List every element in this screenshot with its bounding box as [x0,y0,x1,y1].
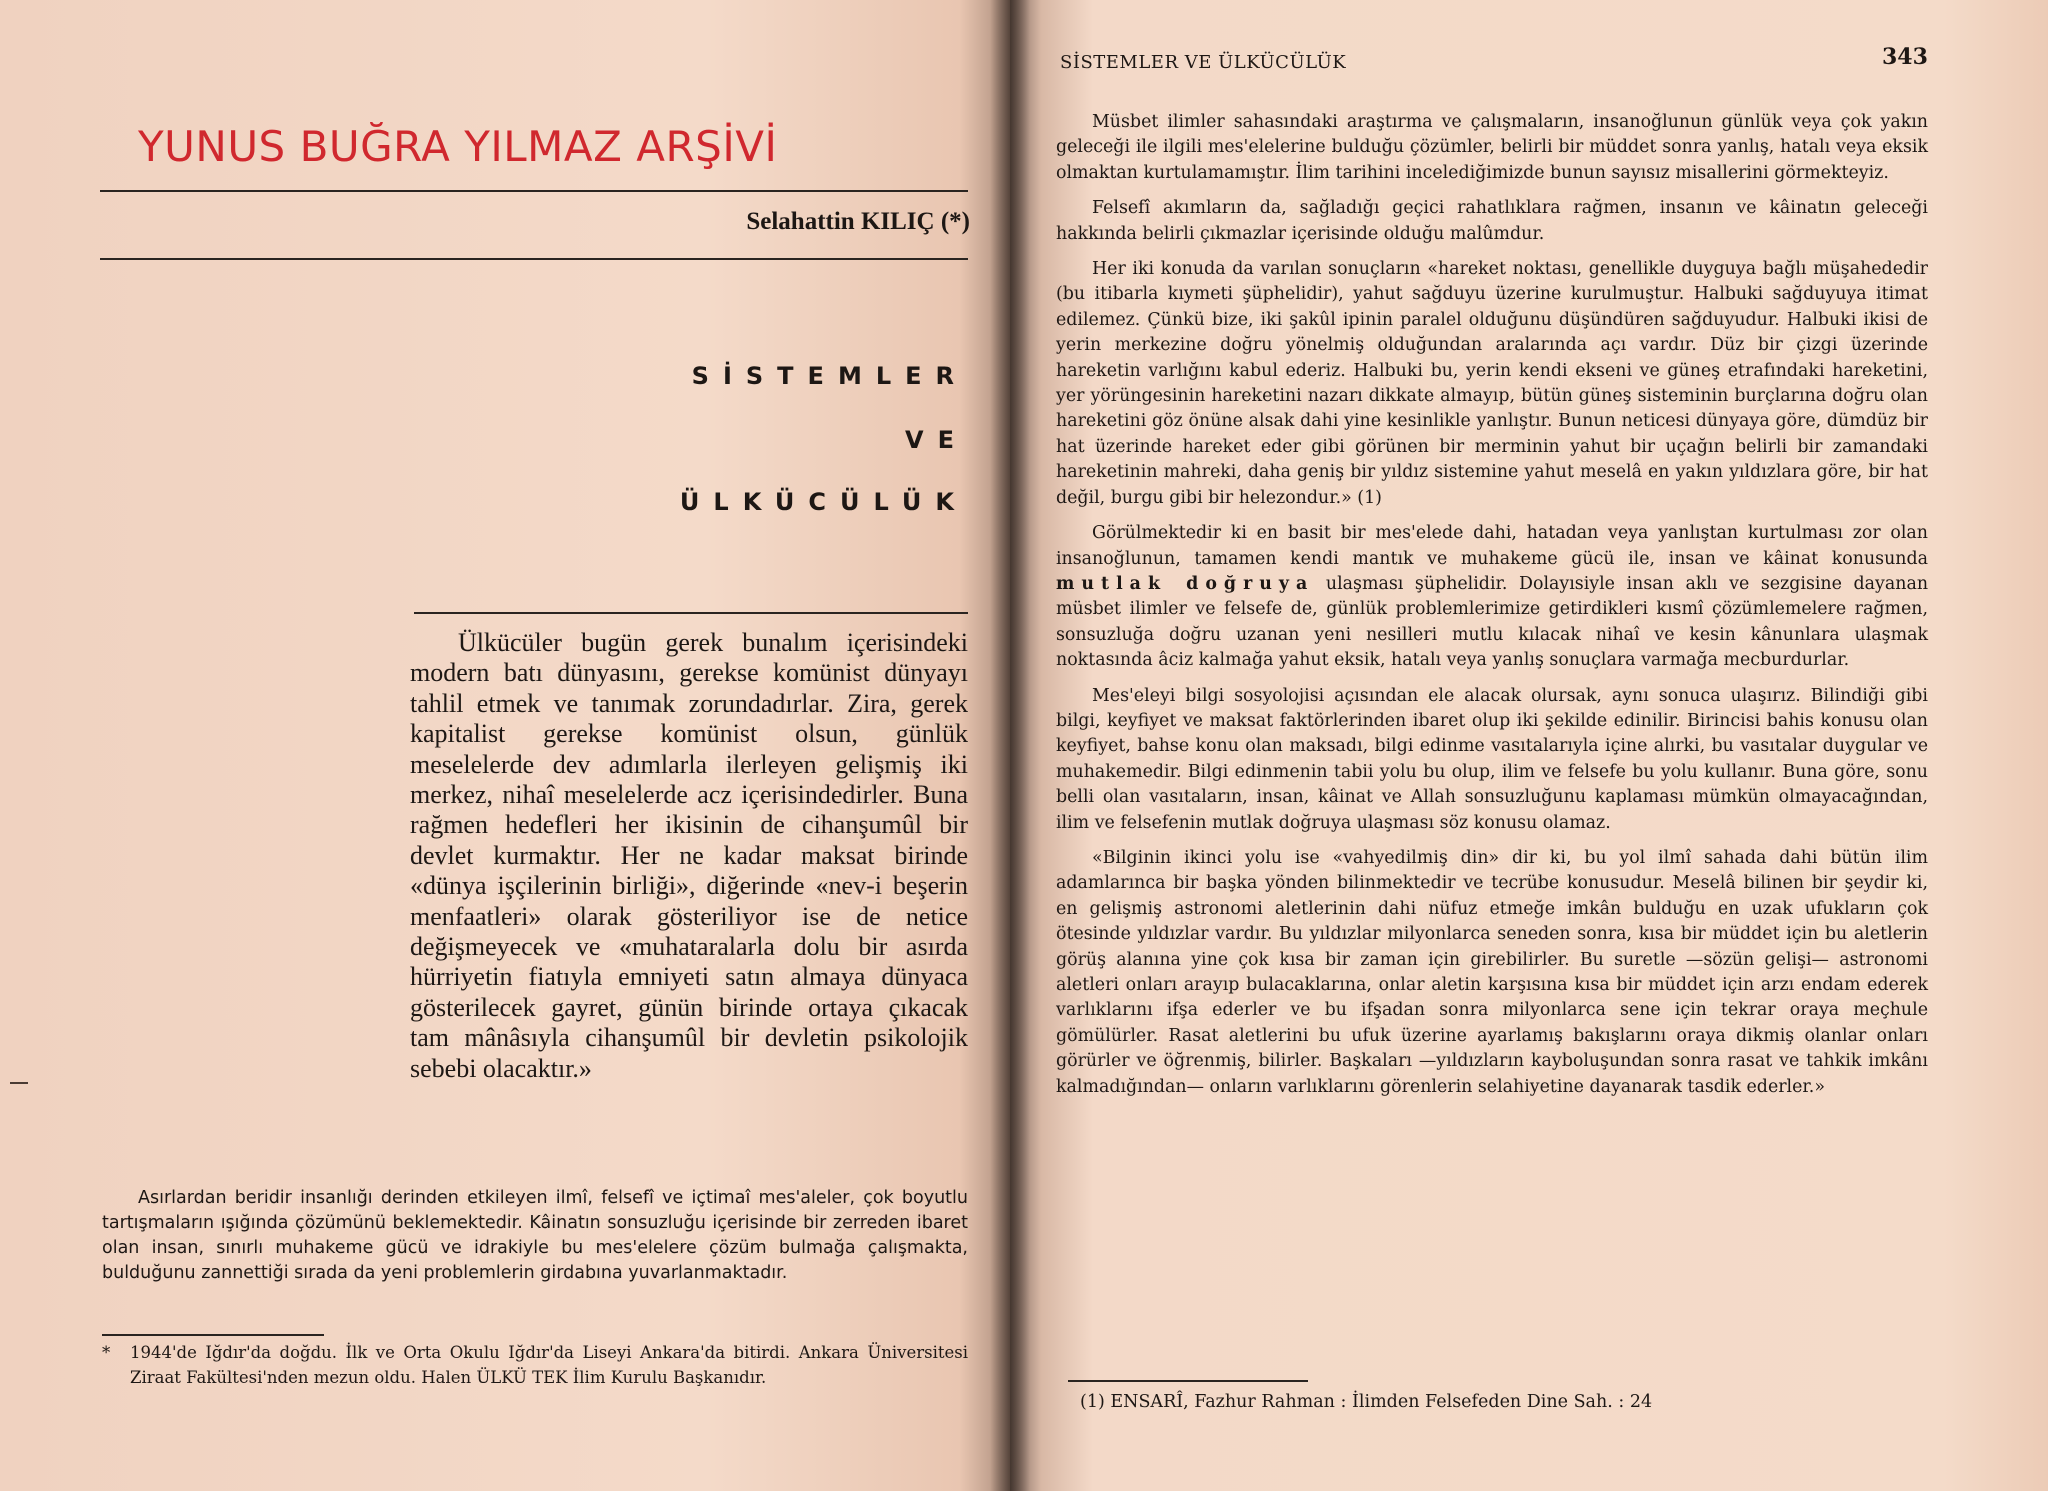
paragraph-2: Felsefî akımların da, sağladığı geçici rahatlıklara rağmen, insanın ve kâinatın geleceği hakkında belirli çıkmazlar içerisinde olduğu malûmdur. [1056,198,1928,244]
left-page [0,0,1010,1491]
author-name: Selahattin KILIÇ (*) [746,208,970,235]
article-title-line-2: VE [905,426,968,454]
intro-paragraph [102,1186,968,1286]
article-title-line-3: ÜLKÜCÜLÜK [679,488,968,516]
intro-text: Asırlardan beridir insanlığı derinden etkileyen ilmî, felsefî ve içtimaî mes'aleler, çok boyutlu tartışmaların ışığında çözümünü beklemektedir. Kâinatın sonsuzluğu içerisinde bir zerreden ibaret olan insan, sınırlı muhakeme gücü ve idrakiyle bu mes'elelere çözüm bulmağa çalışmakta, bulduğunu zannettiği sırada da yeni problemlerin girdabına yuvarlanmaktadır. [102,1188,968,1283]
paragraph-6: «Bilginin ikinci yolu ise «vahyedilmiş din» dir ki, bu yol ilmî sahada dahi bütün ilim adamlarınca bir başka yönden bilinmektedir ve tecrübe konusudur. Meselâ bilinen bir şeydir ki, en gelişmiş astronomi aletlerinin dahi nüfuz etmeğe imkân bulduğu en uzak ufukların çok ötesinde yıldızlar vardır. Bu yıldızlar milyonlarca seneden sonra, kısa bir müddet için bu aletlerin görüş alanına yine çok kısa bir zaman için girebilirler. Bu suretle —sözün gelişi— astronomi aletleri onları arayıp bulacaklarına, onlar aletin karşısına kısa bir müddet için arzı endam ederek varlıklarını ifşa ederler ve bu ifşadan sonra milyonlarca sene için tekrar oraya meçhule gömülürler. Rasat aletlerini bu ufuk üzerine ayarlamış bakışlarını oraya dikmiş olanlar onları görürler ve öğrenmiş, bilirler. Başkaları —yıldızların kayboluşundan sonra rasat ve tahkik imkânı kalmadığından— onların varlıklarını görenlerin selahiyetine dayanarak tasdik ederler.» [1056,847,1928,1097]
epigraph-text: Ülkücüler bugün gerek bunalım içerisindeki modern batı dünyasını, gerekse komünist dünyayı tahlil etmek ve tanımak zorundadırlar. Zira, gerek kapitalist gerekse komünist olsun, günlük meselelerde dev adımlarla ilerleyen gelişmiş iki merkez, nihaî meselelerde acz içerisindedirler. Buna rağmen hedefleri her ikisinin de cihanşumûl bir devlet kurmaktır. Her ne kadar maksat birinde «dünya işçilerinin birliği», diğerinde «nev-i beşerin menfaatleri» olarak gösteriliyor ise de netice değişmeyecek ve «muhataralarla dolu bir asırda hürriyetin fiatıyla emniyeti satın almaya dünyaca gösterilecek gayret, günün birinde ortaya çıkacak tam mânâsıyla cihanşumûl bir devletin psikolojik sebebi olacaktır.» [410,628,968,1083]
epigraph-quote [410,628,968,1084]
paragraph-1: Müsbet ilimler sahasındaki araştırma ve çalışmaların, insanoğlunun günlük veya çok yakın geleceği ile ilgili mes'elelerine bulduğu çözümler, belirli bir müddet sonra yanlış, hatalı veya eksik olmaktan kurtulamamıştır. İlim tarihini incelediğimizde bunun sayısız misallerini görmekteyiz. [1056,112,1928,183]
running-head: SİSTEMLER VE ÜLKÜCÜLÜK [1060,52,1347,73]
paragraph-5: Mes'eleyi bilgi sosyolojisi açısından ele alacak olursak, aynı sonuca ulaşırız. Bilindiği gibi bilgi, keyfiyet ve maksat faktörlerinden ibaret olup iki şekilde edinilir. Birincisi bahis konusu olan keyfiyet, bahse konu olan maksadı, bilgi edinme vasıtalarıyla içine alırki, bu vasıtalar duygular ve muhakemedir. Bilgi edinmenin tabii yolu bu olup, ilim ve felsefe bu yolu kullanır. Buna göre, sonu belli olan vasıtaların, insan, kâinat ve Allah sonsuzluğunu kaplaması mümkün olmayacağından, ilim ve felsefenin mutlak doğruya ulaşması söz konusu olamaz. [1056,685,1928,833]
paragraph-4-start: Görülmektedir ki en basit bir mes'elede dahi, hatadan veya yanlıştan kurtulması zor olan insanoğlunun, tamamen kendi mantık ve muhakeme gücü ile, insan ve kâinat konusunda [1056,523,1928,569]
footnote-asterisk: * [102,1343,111,1362]
paragraph-4 [1056,521,1928,673]
author-top-rule [100,190,968,192]
author-footnote [102,1341,968,1390]
page-number: 343 [1882,44,1928,70]
footnote-rule [102,1334,324,1336]
book-gutter-shadow [990,0,1030,1491]
margin-mark [10,1082,28,1084]
author-bottom-rule [100,258,968,260]
quote-rule [414,612,968,614]
paragraph-4-end: ulaşması şüphelidir. Dolayısiyle insan aklı ve sezgisine dayanan müsbet ilimler ve felsefe de, günlük problemlerimize getirdikleri kısmî çözümlemelere rağmen, sonsuzluğa doğru uzanan yeni nesilleri mutlu kılacak nihaî ve kesin kânunlara ulaşmak noktasında âciz kalmağa yahut eksik, hatalı veya yanlış sonuçlara varmağa mecburdurlar. [1056,573,1929,671]
article-title-line-1: SİSTEMLER [691,362,968,390]
right-body [1056,110,1928,1110]
author-footnote-text: 1944'de Iğdır'da doğdu. İlk ve Orta Okulu Iğdır'da Liseyi Ankara'da bitirdi. Ankara Üniversitesi Ziraat Fakültesi'nden mezun oldu. Halen ÜLKÜ TEK İlim Kurulu Başkanıdır. [130,1343,968,1387]
archive-watermark: YUNUS BUĞRA YILMAZ ARŞİVİ [138,122,778,171]
right-page [1010,0,2048,1491]
paragraph-3: Her iki konuda da varılan sonuçların «hareket noktası, genellikle duyguya bağlı müşahededir (bu itibarla kıymeti şüphelidir), yahut sağduyu üzerine kurulmuştur. Halbuki sağduyuya itimat edilemez. Çünkü bize, iki şakûl ipinin paralel olduğunu düşündüren sağduyudur. Halbuki ikisi de yerin merkezine doğru yönelmiş olduğundan aralarında açı vardır. Düz bir çizgi üzerinde hareketin varlığını kabul ederiz. Halbuki bu, yerin kendi ekseni ve güneş etrafındaki hareketini, yer yörüngesinin hareketini nazarı dikkate almayıp, bütün güneş sisteminin burçlarına doğru olan hareketini göz önüne alsak dahi yine kesinlikle yanlıştır. Bunun neticesi dünyaya göre, dümdüz bir hat üzerinde hareket eder gibi görünen bir merminin yahut bir uçağın belirli bir zamandaki hareketinin mahreki, daha geniş bir yıldız sistemine yahut meselâ en yakın yıldızlara göre, bir hat değil, burgu gibi bir helezondur.» (1) [1056,259,1928,508]
right-footnote-rule [1068,1380,1308,1382]
emphasis-mutlak-dogruya: mutlak doğruya [1056,573,1315,594]
reference-footnote: (1) ENSARÎ, Fazhur Rahman : İlimden Felsefeden Dine Sah. : 24 [1080,1392,1653,1412]
